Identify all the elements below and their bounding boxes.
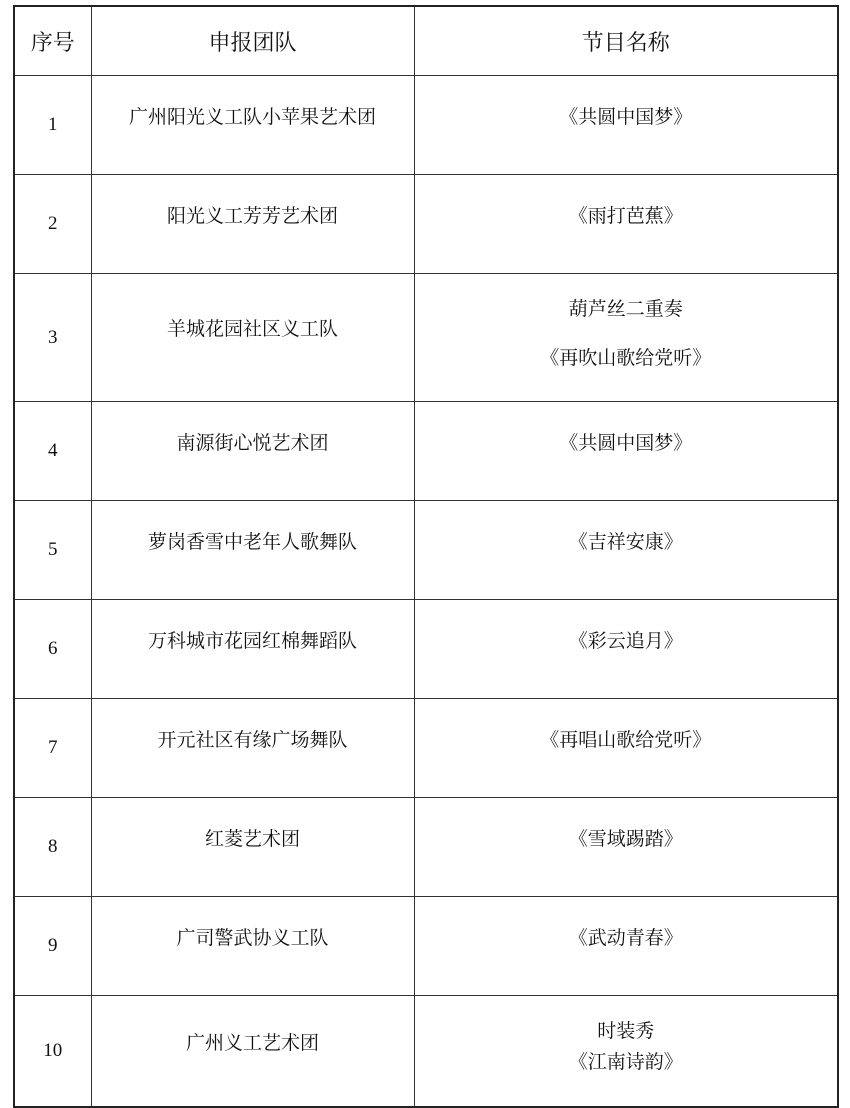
program-title: 《吉祥安康》 <box>568 530 683 553</box>
row-team: 广司警武协义工队 <box>91 897 414 996</box>
row-number: 6 <box>14 600 91 699</box>
row-number: 5 <box>14 501 91 600</box>
row-program <box>414 76 838 175</box>
row-number: 3 <box>14 274 91 402</box>
row-team: 红菱艺术团 <box>91 798 414 897</box>
row-team: 阳光义工芳芳艺术团 <box>91 175 414 274</box>
row-program <box>414 996 838 1108</box>
table-row <box>14 798 838 897</box>
row-team: 广州义工艺术团 <box>91 996 414 1108</box>
header-program: 节目名称 <box>414 6 838 76</box>
row-team: 万科城市花园红棉舞蹈队 <box>91 600 414 699</box>
row-number: 2 <box>14 175 91 274</box>
program-type: 葫芦丝二重奏 <box>568 297 683 320</box>
table-row <box>14 996 838 1108</box>
row-number: 4 <box>14 402 91 501</box>
header-team: 申报团队 <box>91 6 414 76</box>
row-number: 1 <box>14 76 91 175</box>
table-row <box>14 699 838 798</box>
program-title: 《共圆中国梦》 <box>559 431 693 454</box>
program-title: 《雨打芭蕉》 <box>568 204 683 227</box>
row-team: 萝岗香雪中老年人歌舞队 <box>91 501 414 600</box>
header-row <box>14 6 838 76</box>
program-title: 《江南诗韵》 <box>568 1051 683 1073</box>
program-type: 时装秀 <box>597 1020 655 1042</box>
table-row <box>14 175 838 274</box>
row-program <box>414 501 838 600</box>
row-number: 9 <box>14 897 91 996</box>
row-program <box>414 897 838 996</box>
program-title: 《再吹山歌给党听》 <box>540 346 712 369</box>
program-title: 《再唱山歌给党听》 <box>540 728 712 751</box>
row-number: 8 <box>14 798 91 897</box>
row-program <box>414 175 838 274</box>
row-team: 羊城花园社区义工队 <box>91 274 414 402</box>
table-row <box>14 274 838 402</box>
program-title: 《武动青春》 <box>568 926 683 949</box>
program-table <box>13 5 839 1108</box>
row-team: 南源街心悦艺术团 <box>91 402 414 501</box>
table-row <box>14 600 838 699</box>
program-title: 《彩云追月》 <box>568 629 683 652</box>
row-number: 7 <box>14 699 91 798</box>
row-program <box>414 402 838 501</box>
row-number: 10 <box>14 996 91 1108</box>
row-team: 开元社区有缘广场舞队 <box>91 699 414 798</box>
row-team: 广州阳光义工队小苹果艺术团 <box>91 76 414 175</box>
table-row <box>14 501 838 600</box>
row-program <box>414 600 838 699</box>
table-row <box>14 402 838 501</box>
row-program <box>414 699 838 798</box>
table-row <box>14 76 838 175</box>
program-title: 《雪域踢踏》 <box>568 827 683 850</box>
row-program <box>414 274 838 402</box>
row-program <box>414 798 838 897</box>
header-number: 序号 <box>14 6 91 76</box>
table-row <box>14 897 838 996</box>
program-title: 《共圆中国梦》 <box>559 105 693 128</box>
